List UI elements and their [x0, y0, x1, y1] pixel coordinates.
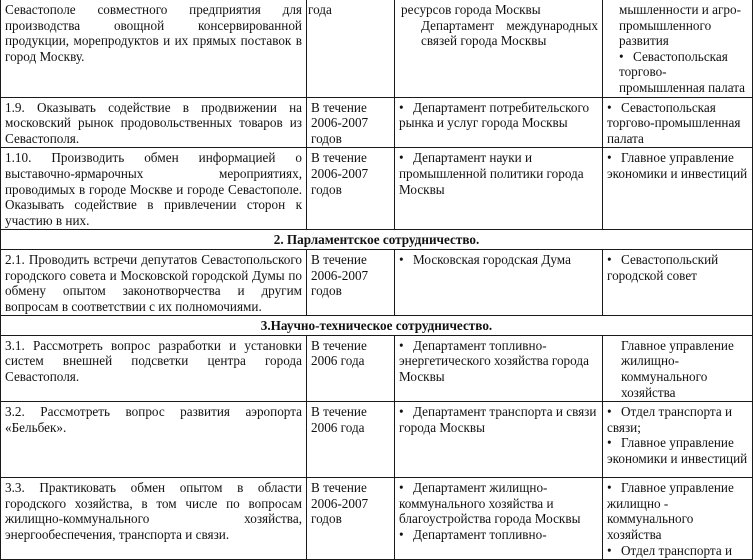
executor-text: ресурсов города Москвы: [401, 2, 541, 17]
bullet-icon: •: [399, 337, 404, 353]
bullet-icon: •: [619, 48, 624, 64]
executor-item: • Московская городская Дума: [399, 251, 571, 267]
partner-cell: [603, 335, 753, 401]
period-cell: В течение 2006-2007 годов: [307, 249, 395, 315]
executor-cell: [395, 335, 603, 401]
measure-cell: 1.10. Производить обмен информацией о выставочно-ярмарочных мероприятиях, проводимых в городе Москве и городе Севастополе. Оказывать содействие в привлечении сторон к участию в них.: [1, 148, 307, 230]
partner-text: мышленности и агро-промышленного развития: [619, 2, 741, 49]
section-row: [1, 316, 753, 336]
table-row: [1, 249, 753, 315]
partner-item: • Севастопольский городской совет: [607, 251, 719, 283]
bullet-icon: •: [399, 527, 404, 543]
section-heading: 2. Парламентское сотрудничество.: [1, 230, 753, 250]
period-cell: В течение 2006-2007 годов: [307, 478, 395, 560]
section-heading: 3.Научно-техническое сотрудничество.: [1, 316, 753, 336]
table-row: [1, 97, 753, 148]
executor-cell: [395, 0, 603, 97]
table-row: [1, 478, 753, 560]
partner-cell: [603, 478, 753, 560]
bullet-icon: •: [607, 480, 612, 496]
bullet-icon: •: [607, 251, 612, 267]
bullet-icon: •: [399, 150, 404, 166]
executor-cell: [395, 478, 603, 560]
partner-cell: [603, 0, 753, 97]
measure-cell: 2.1. Проводить встречи депутатов Севастопольского городского совета и Московской городской Думы по обмену опытом законотворчества и другим вопросам в соответствии с их полномочиями.: [1, 249, 307, 315]
partner-item: • Главное управление экономики и инвестиций: [607, 150, 748, 181]
measure-cell: 1.9. Оказывать содействие в продвижении на московский рынок продовольственных товаров из Севастополя.: [1, 97, 307, 148]
bullet-icon: •: [399, 99, 404, 115]
partner-item: • Отдел транспорта и: [607, 542, 733, 558]
measure-cell: Севастополе совместного предприятия для производства овощной консервированной продукции, морепродуктов и их прямых поставок в город Москву.: [1, 0, 307, 97]
executor-item: • Департамент жилищно-коммунального хозяйства и благоустройства города Москвы: [399, 480, 581, 527]
executor-item: • Департамент науки и промышленной политики города Москвы: [399, 150, 584, 197]
partner-item: • Севастопольская торгово-промышленная палата: [607, 99, 741, 146]
partner-cell: [603, 97, 753, 148]
bullet-icon: •: [607, 404, 612, 420]
partner-cell: [603, 402, 753, 478]
partner-item: • Отдел транспорта и связи;: [607, 404, 733, 435]
bullet-icon: •: [399, 480, 404, 496]
executor-item: • Департамент топливно-: [399, 527, 547, 543]
bullet-icon: •: [399, 251, 404, 267]
period-cell: В течение 2006 года: [307, 402, 395, 478]
executor-item: Департамент международных связей города Москвы: [421, 17, 598, 49]
bullet-icon: •: [399, 404, 404, 420]
table-row: [1, 402, 753, 478]
partner-cell: [603, 249, 753, 315]
partner-cell: [603, 148, 753, 230]
measure-cell: 3.3. Практиковать обмен опытом в области городского хозяйства, в том числе по вопросам жилищно-коммунального хозяйства, энергообеспечения, транспорта и связи.: [1, 478, 307, 560]
partner-item: • Главное управление жилищно - коммунального хозяйства: [607, 480, 734, 543]
executor-cell: [395, 249, 603, 315]
executor-item: • Департамент потребительского рынка и услуг города Москвы: [399, 99, 590, 131]
partner-item: • Севастопольская торгово-промышленная палата: [619, 48, 746, 95]
period-cell: В течение 2006 года: [307, 335, 395, 401]
partner-item: • Главное управление экономики и инвестиций: [607, 435, 748, 467]
executor-cell: [395, 148, 603, 230]
partner-item: Главное управление жилищно-коммунального хозяйства: [621, 337, 734, 400]
period-cell: года: [307, 0, 395, 97]
period-cell: В течение 2006-2007 годов: [307, 97, 395, 148]
executor-item: • Департамент топливно-энергетического хозяйства города Москвы: [399, 337, 589, 385]
table-row: [1, 0, 753, 97]
section-row: [1, 230, 753, 250]
measure-cell: 3.1. Рассмотреть вопрос разработки и установки систем внешней подсветки центра города Севастополя.: [1, 335, 307, 401]
measure-cell: 3.2. Рассмотреть вопрос развития аэропорта «Бельбек».: [1, 402, 307, 478]
bullet-icon: •: [607, 99, 612, 115]
bullet-icon: •: [607, 150, 612, 166]
table-row: [1, 335, 753, 401]
table-row: [1, 148, 753, 230]
bullet-icon: •: [607, 542, 612, 558]
bullet-icon: •: [607, 435, 612, 451]
executor-cell: [395, 97, 603, 148]
executor-cell: [395, 402, 603, 478]
executor-item: • Департамент транспорта и связи города Москвы: [399, 404, 597, 435]
period-cell: В течение 2006-2007 годов: [307, 148, 395, 230]
